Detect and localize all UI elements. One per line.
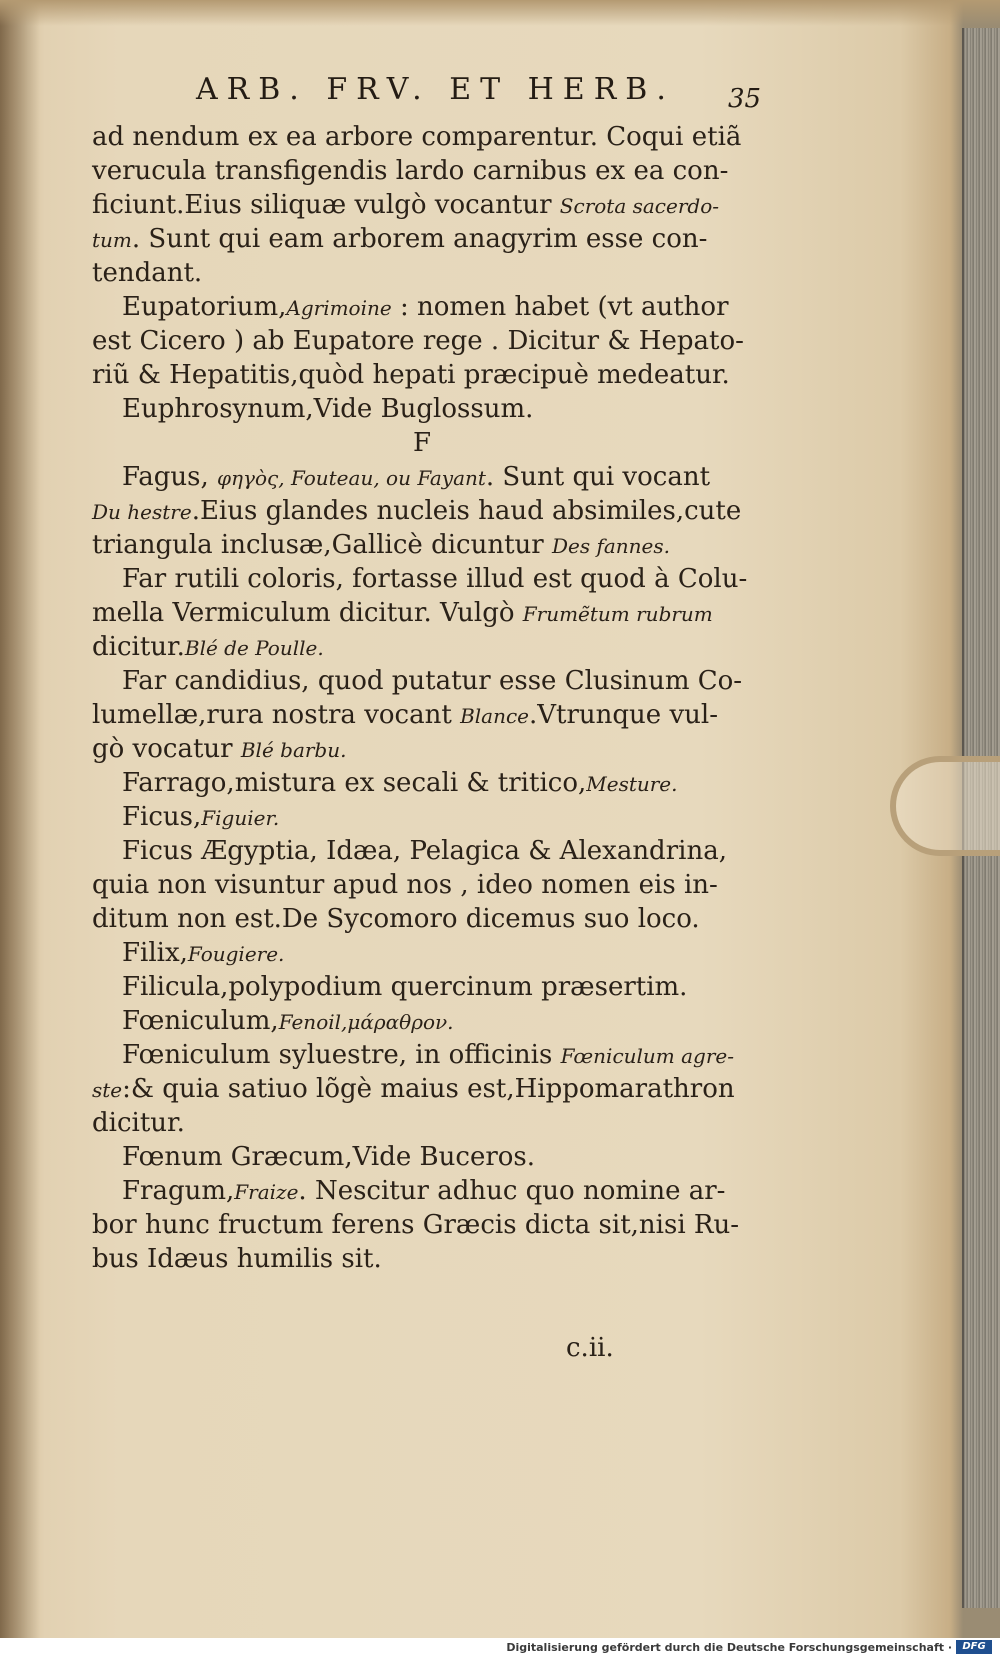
text-run: .Eius glandes nucleis haud absimiles,cute xyxy=(191,496,742,526)
text-run: Fœniculum syluestre, in officinis xyxy=(122,1040,561,1070)
text-run: Far candidius, quod putatur esse Clusinum Co- xyxy=(122,666,743,696)
running-head: ARB. FRV. ET HERB. xyxy=(196,72,675,107)
text-line xyxy=(92,664,752,698)
text-line xyxy=(92,902,752,936)
text-run: Ficus Ægyptia, Idæa, Pelagica & Alexandrina, xyxy=(122,836,727,866)
text-run: gò vocatur xyxy=(92,734,241,764)
vernacular-name: Fenoil,μάραθρον. xyxy=(278,1010,454,1034)
section-letter xyxy=(92,426,752,460)
vernacular-name: Blé de Poulle. xyxy=(184,636,324,660)
text-run: Ficus, xyxy=(122,802,202,832)
text-run: triangula inclusæ,Gallicè dicuntur xyxy=(92,530,552,560)
dfg-logo: DFG xyxy=(956,1640,992,1654)
text-run: . Sunt qui vocant xyxy=(485,462,711,492)
text-line xyxy=(92,1208,752,1242)
text-line xyxy=(92,970,752,1004)
text-line xyxy=(92,936,752,970)
text-run: tendant. xyxy=(92,258,203,288)
text-line xyxy=(92,222,752,256)
body-text xyxy=(92,120,752,1276)
page-number: 35 xyxy=(728,84,762,114)
text-run: ditum non est.De Sycomoro dicemus suo loco. xyxy=(92,904,700,934)
text-run: riũ & Hepatitis,quòd hepati præcipuè medeatur. xyxy=(92,360,730,390)
vernacular-name: Scrota sacerdo- xyxy=(559,194,720,218)
vernacular-name: Mesture. xyxy=(586,772,678,796)
text-run: Fœnum Græcum,Vide Buceros. xyxy=(122,1142,536,1172)
text-run: Farrago,mistura ex secali & tritico, xyxy=(122,768,587,798)
text-line xyxy=(92,1140,752,1174)
text-line xyxy=(92,188,752,222)
vernacular-name: ste xyxy=(92,1078,123,1102)
text-run: F xyxy=(412,428,432,458)
digitization-credit: Digitalisierung gefördert durch die Deutsche Forschungsgemeinschaft · xyxy=(506,1641,952,1654)
text-run: mella Vermiculum dicitur. Vulgò xyxy=(92,598,523,628)
page-top-shadow xyxy=(0,0,1000,26)
vernacular-name: tum xyxy=(92,228,132,252)
text-line xyxy=(92,460,752,494)
vernacular-name: φηγὸς, Fouteau, ou Fayant xyxy=(217,466,486,490)
text-line xyxy=(92,256,752,290)
text-line xyxy=(92,766,752,800)
text-line xyxy=(92,120,752,154)
text-line xyxy=(92,834,752,868)
text-run: verucula transfigendis lardo carnibus ex ea con- xyxy=(92,156,729,186)
text-line xyxy=(92,290,752,324)
text-line xyxy=(92,154,752,188)
text-line xyxy=(92,1072,752,1106)
text-line xyxy=(92,324,752,358)
ribbon-bookmark xyxy=(890,756,1000,856)
text-run: bor hunc fructum ferens Græcis dicta sit,nisi Ru- xyxy=(92,1210,740,1240)
signature-mark: c.ii. xyxy=(566,1333,614,1363)
text-line xyxy=(92,562,752,596)
text-line xyxy=(92,800,752,834)
text-run: dicitur. xyxy=(92,1108,185,1138)
text-line xyxy=(92,630,752,664)
vernacular-name: Figuier. xyxy=(201,806,280,830)
text-run: ficiunt.Eius siliquæ vulgò vocantur xyxy=(92,190,560,220)
vernacular-name: Blé barbu. xyxy=(240,738,347,762)
text-line xyxy=(92,1106,752,1140)
vernacular-name: Blance xyxy=(460,704,529,728)
vernacular-name: Fœniculum agre- xyxy=(560,1044,735,1068)
text-run: est Cicero ) ab Eupatore rege . Dicitur & Hepato- xyxy=(92,326,744,356)
text-run: : nomen habet (vt author xyxy=(391,292,729,322)
text-run: Fragum, xyxy=(122,1176,235,1206)
text-line xyxy=(92,596,752,630)
text-run: Fœniculum, xyxy=(122,1006,279,1036)
text-run: quia non visuntur apud nos , ideo nomen eis in- xyxy=(92,870,718,900)
text-run: Eupatorium, xyxy=(122,292,287,322)
text-run: :& quia satiuo lõgè maius est,Hippomarathron xyxy=(122,1074,735,1104)
text-line xyxy=(92,1242,752,1276)
vernacular-name: Frumẽtum rubrum xyxy=(522,602,713,626)
text-run: lumellæ,rura nostra vocant xyxy=(92,700,461,730)
vernacular-name: Du hestre xyxy=(92,500,192,524)
text-line xyxy=(92,1038,752,1072)
vernacular-name: Fougiere. xyxy=(187,942,285,966)
text-run: . Sunt qui eam arborem anagyrim esse con- xyxy=(131,224,708,254)
text-line xyxy=(92,494,752,528)
text-line xyxy=(92,1004,752,1038)
text-run: .Vtrunque vul- xyxy=(529,700,718,730)
text-run: Euphrosynum,Vide Buglossum. xyxy=(122,394,534,424)
vernacular-name: Fraize xyxy=(234,1180,299,1204)
text-run: dicitur. xyxy=(92,632,185,662)
text-run: ad nendum ex ea arbore comparentur. Coqui etiã xyxy=(92,122,742,152)
gutter-shadow xyxy=(0,0,40,1638)
text-line xyxy=(92,698,752,732)
text-line xyxy=(92,392,752,426)
text-run: Filicula,polypodium quercinum præsertim. xyxy=(122,972,688,1002)
text-run: Fagus, xyxy=(122,462,218,492)
text-line xyxy=(92,732,752,766)
text-line xyxy=(92,1174,752,1208)
text-run: . Nescitur adhuc quo nomine ar- xyxy=(298,1176,726,1206)
text-line xyxy=(92,528,752,562)
text-run: Filix, xyxy=(122,938,188,968)
text-run: bus Idæus humilis sit. xyxy=(92,1244,382,1274)
vernacular-name: Agrimoine xyxy=(286,296,392,320)
text-run: Far rutili coloris, fortasse illud est quod à Colu- xyxy=(122,564,748,594)
text-line xyxy=(92,358,752,392)
vernacular-name: Des fannes. xyxy=(551,534,671,558)
text-line xyxy=(92,868,752,902)
